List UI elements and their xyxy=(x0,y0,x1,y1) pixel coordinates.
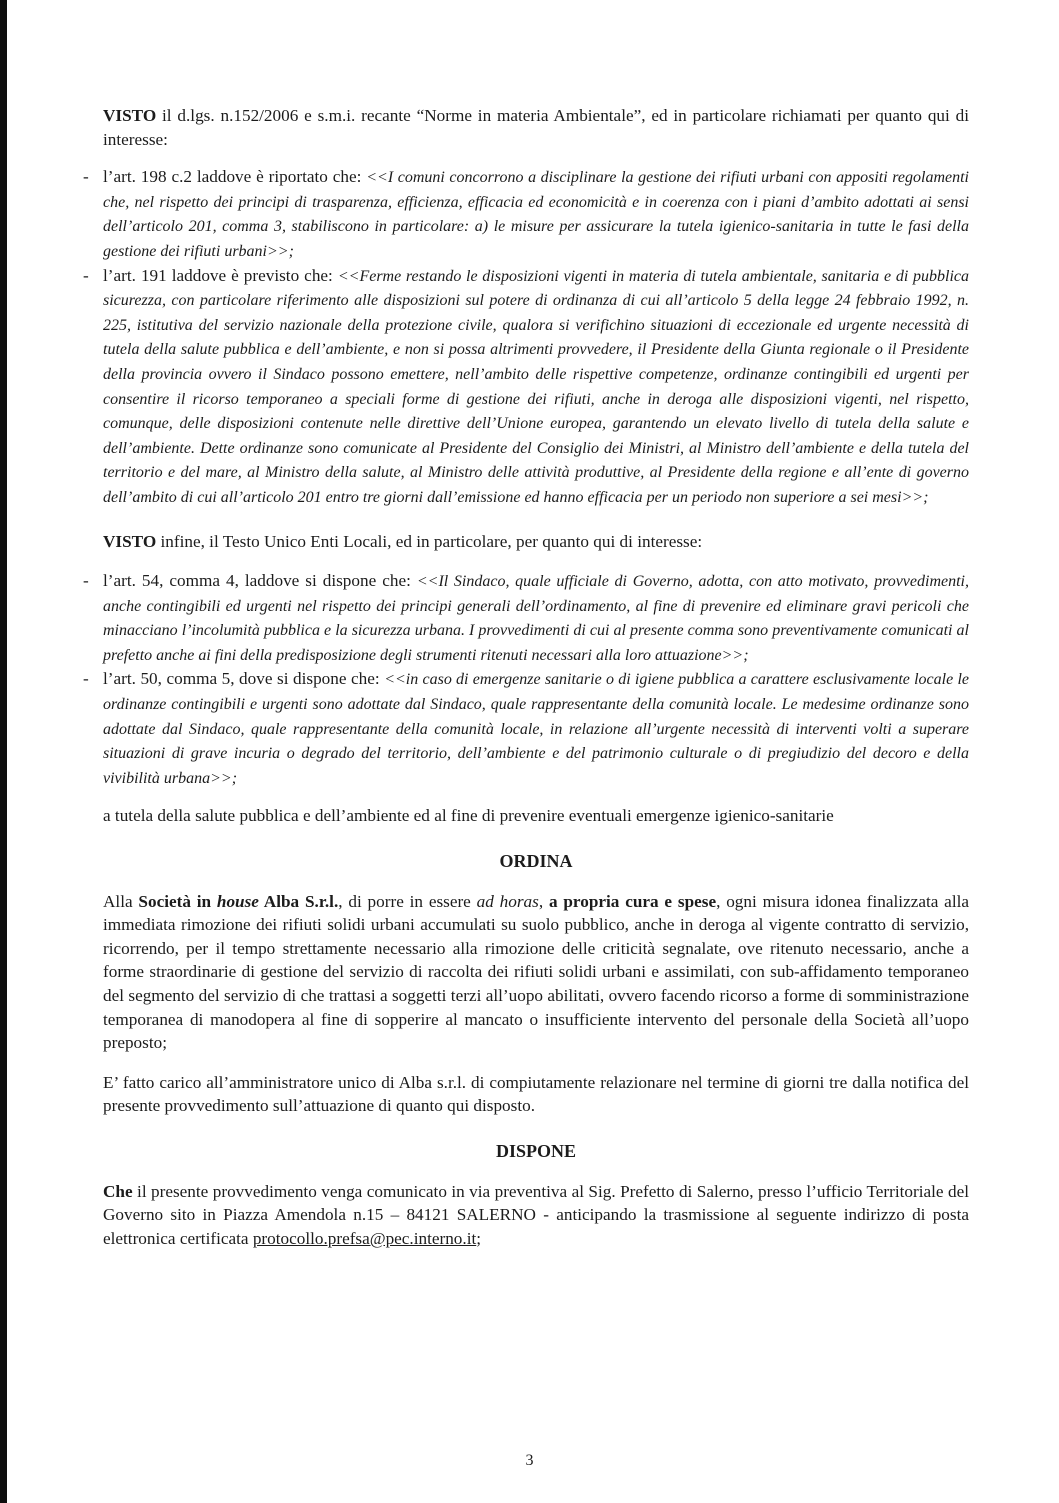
dispone-paragraph xyxy=(103,1180,969,1251)
tutela-paragraph: a tutela della salute pubblica e dell’ambiente ed al fine di prevenire eventuali emergenze igienico-sanitarie xyxy=(103,806,834,826)
cura-spese: a propria cura e spese xyxy=(548,891,717,911)
dash-bullet: - xyxy=(83,265,89,285)
visto-label: VISTO xyxy=(103,531,157,551)
item-intro: l’art. 191 laddove è previsto che: xyxy=(103,265,338,285)
company-name: Società in xyxy=(138,891,217,911)
item-intro: l’art. 198 c.2 laddove è riportato che: xyxy=(103,167,367,187)
ordina-text: , di porre in essere xyxy=(338,891,477,911)
ordina-text: Alla xyxy=(103,891,139,911)
dispone-lead: Che xyxy=(103,1181,133,1201)
ordina-heading: ORDINA xyxy=(499,851,573,872)
dispone-text: il presente provvedimento venga comunicato in via preventiva al Sig. Prefetto di Salerno, presso l’ufficio Territoriale del Governo sito in Piazza Amendola n.15 – 84121 SALERNO - anticipando la trasmissione al seguente indirizzo di posta elettronica certificata xyxy=(103,1181,969,1248)
ordina-paragraph xyxy=(103,890,969,1055)
visto-paragraph-2 xyxy=(103,530,969,554)
dash-bullet: - xyxy=(83,669,89,689)
item-intro: l’art. 50, comma 5, dove si dispone che: xyxy=(103,669,385,689)
ordina-text: , xyxy=(538,891,549,911)
item-quote: <<Il Sindaco, quale ufficiale di Governo, adotta, con atto motivato, provvedimenti, anche contingibili ed urgenti nel rispetto dei principi generali dell’ordinamento, al fine di prevenire ed eliminare gravi pericoli che minacciano l’incolumità pubblica e la sicurezza urbana. I provvedimenti di cui al presente comma sono preventivamente comunicati al prefetto anche ai fini della predisposizione degli strumenti ritenuti necessari alla loro attuazione>>; xyxy=(103,573,970,664)
list-item xyxy=(83,569,970,667)
company-name-house: house xyxy=(216,891,259,911)
ad-horas: ad horas xyxy=(476,891,539,911)
list-item xyxy=(83,165,969,263)
document-page xyxy=(83,104,970,1250)
visto-paragraph-1 xyxy=(103,104,969,151)
visto-text: infine, il Testo Unico Enti Locali, ed in particolare, per quanto qui di interesse: xyxy=(156,531,703,551)
visto-label: VISTO xyxy=(103,106,157,125)
page-number: 3 xyxy=(525,1452,534,1469)
company-name-alba: Alba S.r.l. xyxy=(258,891,339,911)
item-intro: l’art. 54, comma 4, laddove si dispone che: xyxy=(103,571,417,591)
visto-text: il d.lgs. n.152/2006 e s.m.i. recante “Norme in materia Ambientale”, ed in particolare richiamati per quanto qui di interesse: xyxy=(103,106,969,149)
dlgs-articles-list xyxy=(83,165,970,509)
ordina-paragraph-2: E’ fatto carico all’amministratore unico di Alba s.r.l. di compiutamente relazionare nel termine di giorni tre dalla notifica del presente provvedimento sull’attuazione di quanto qui disposto. xyxy=(103,1072,969,1116)
list-item xyxy=(83,264,970,510)
item-quote: <<Ferme restando le disposizioni vigenti in materia di tutela ambientale, sanitaria e di pubblica sicurezza, con particolare riferimento alle disposizioni sul potere di ordinanza di cui all’articolo 5 della legge 24 febbraio 1992, n. 225, istitutiva del servizio nazionale della protezione civile, qualora si verifichino situazioni di eccezionale ed urgente necessità di tutela della salute pubblica e dell’ambiente, e non si possa altrimenti provvedere, il Presidente della Giunta regionale o il Presidente della provincia ovvero il Sindaco possono emettere, nell’ambito delle rispettive competenze, ordinanze contingibili ed urgenti per consentire il ricorso temporaneo a speciali forme di gestione dei rifiuti, anche in deroga alle disposizioni vigenti, nel rispetto, comunque, delle disposizioni contenute nelle direttive dell’Unione europea, garantendo un elevato livello di tutela della salute e dell’ambiente. Dette ordinanze sono comunicate al Presidente del Consiglio dei Ministri, al Ministro dell’ambiente e della tutela del territorio e del mare, al Ministro della salute, al Ministro delle attività produttive, al Presidente della regione e all’ente di governo dell’ambito di cui all’articolo 201 entro tre giorni dall’emissione ed hanno efficacia per un periodo non superiore a sei mesi>>; xyxy=(103,267,970,506)
list-item xyxy=(83,667,969,790)
dispone-heading: DISPONE xyxy=(495,1140,576,1161)
ordina-text: , ogni misura idonea finalizzata alla immediata rimozione dei rifiuti solidi urbani accumulati su suolo pubblico, anche in deroga al vigente contratto di servizio, ricorrendo, per il tempo strettamente necessario alla rimozione delle criticità segnalate, ove ritenuto necessario, anche a forme straordinarie di gestione del servizio di raccolta dei rifiuti solidi urbani e assimilati, con sub-affidamento temporaneo del segmento del servizio di che trattasi a soggetti terzi all’uopo abilitati, ovvero facendo ricorso a forme di somministrazione temporanea di manodopera al fine di sopperire al mancato o insufficiente intervento del personale della Società all’uopo preposto; xyxy=(103,891,969,1053)
scan-left-border xyxy=(0,0,7,1503)
tuel-articles-list xyxy=(83,569,970,790)
item-quote: <<in caso di emergenze sanitarie o di igiene pubblica a carattere esclusivamente locale le ordinanze contingibili e urgenti sono adottate dal Sindaco, quale rappresentante della comunità locale. Le medesime ordinanze sono adottate dal Sindaco, quale rappresentante della comunità locale, in relazione all’urgente necessità di interventi volti a superare situazioni di grave incuria o degrado del territorio, dell’ambiente e del patrimonio culturale o di pregiudizio del decoro e della vivibilità urbana>>; xyxy=(103,671,969,787)
item-quote: <<I comuni concorrono a disciplinare la gestione dei rifiuti urbani con appositi regolamenti che, nel rispetto dei principi di trasparenza, efficienza, efficacia ed economicità e in coerenza con i piani d’ambito adottati ai sensi dell’articolo 201, comma 3, stabiliscono in particolare: a) le misure per assicurare la tutela igienico-sanitaria in tutte le fasi della gestione dei rifiuti urbani>>; xyxy=(103,169,969,260)
dispone-end: ; xyxy=(476,1228,482,1248)
dash-bullet: - xyxy=(83,167,89,187)
pec-email-link[interactable]: protocollo.prefsa@pec.interno.it xyxy=(252,1228,477,1248)
dash-bullet: - xyxy=(83,571,89,591)
